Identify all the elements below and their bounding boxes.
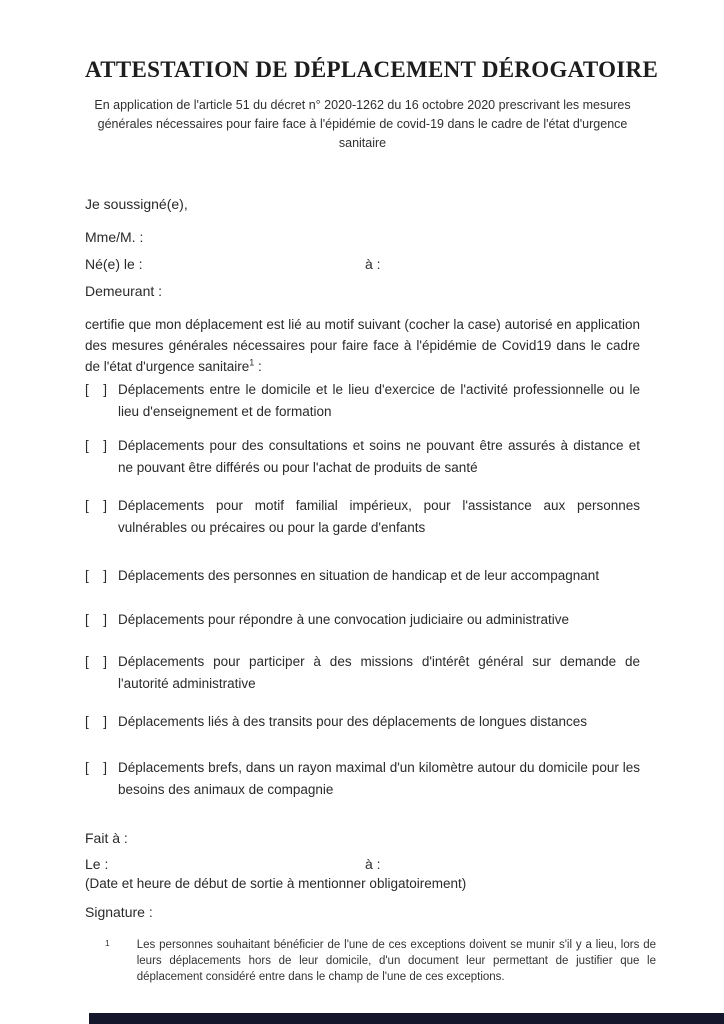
certify-text: certifie que mon déplacement est lié au motif suivant (cocher la case) autorisé en application des mesures générales nécessaires pour faire face à l'épidémie de Covid19 dans le cadre de l'état d'urgence sanitaire bbox=[85, 317, 640, 374]
address-label: Demeurant : bbox=[85, 283, 163, 299]
signature-label: Signature : bbox=[85, 904, 153, 920]
checkbox-convocation[interactable] bbox=[85, 609, 107, 631]
checkbox-health[interactable] bbox=[85, 435, 107, 457]
name-field-row bbox=[85, 226, 640, 248]
reason-label: Déplacements pour participer à des missions d'intérêt général sur demande de l'autorité administrative bbox=[118, 654, 640, 691]
name-label: Mme/M. : bbox=[85, 229, 144, 245]
reason-row-transit bbox=[85, 711, 640, 733]
time-label: à : bbox=[365, 856, 381, 872]
reasons-list bbox=[85, 379, 640, 801]
reason-row-convocation bbox=[85, 609, 640, 631]
checkbox-work[interactable] bbox=[85, 379, 107, 401]
bracket-right: ] bbox=[103, 438, 107, 453]
reason-label: Déplacements pour répondre à une convocation judiciaire ou administrative bbox=[118, 612, 570, 627]
intro-line: Je soussigné(e), bbox=[85, 196, 188, 212]
place-label: Fait à : bbox=[85, 830, 128, 846]
reason-label: Déplacements pour motif familial impérieux, pour l'assistance aux personnes vulnérables ou précaires ou pour la garde d'enfants bbox=[118, 498, 640, 535]
bracket-right: ] bbox=[103, 568, 107, 583]
bracket-right: ] bbox=[103, 760, 107, 775]
bracket-left: [ bbox=[85, 760, 89, 775]
reason-row-work bbox=[85, 379, 640, 423]
bracket-left: [ bbox=[85, 568, 89, 583]
bottom-edge-bar bbox=[89, 1013, 724, 1024]
bracket-left: [ bbox=[85, 498, 89, 513]
document-content bbox=[0, 57, 724, 985]
bracket-left: [ bbox=[85, 714, 89, 729]
bracket-left: [ bbox=[85, 382, 89, 397]
reason-label: Déplacements pour des consultations et soins ne pouvant être assurés à distance et ne pouvant être différés ou pour l'achat de produits de santé bbox=[118, 438, 640, 475]
reason-row-family bbox=[85, 495, 640, 539]
reason-row-animals bbox=[85, 757, 640, 801]
checkbox-mission[interactable] bbox=[85, 651, 107, 673]
reason-label: Déplacements des personnes en situation de handicap et de leur accompagnant bbox=[118, 568, 600, 583]
reason-label: Déplacements liés à des transits pour des déplacements de longues distances bbox=[118, 714, 588, 729]
place-row bbox=[85, 827, 640, 849]
page-title: ATTESTATION DE DÉPLACEMENT DÉROGATOIRE bbox=[85, 57, 659, 82]
reason-row-mission bbox=[85, 651, 640, 695]
birthdate-label: Né(e) le : bbox=[85, 256, 143, 272]
bracket-right: ] bbox=[103, 498, 107, 513]
footnote-marker: 1 bbox=[105, 938, 110, 948]
bracket-right: ] bbox=[103, 654, 107, 669]
date-note: (Date et heure de début de sortie à mentionner obligatoirement) bbox=[85, 876, 467, 891]
birth-field-row bbox=[85, 253, 640, 275]
reason-row-handicap bbox=[85, 565, 640, 587]
checkbox-family[interactable] bbox=[85, 495, 107, 517]
address-field-row bbox=[85, 280, 640, 302]
date-row bbox=[85, 855, 640, 874]
checkbox-transit[interactable] bbox=[85, 711, 107, 733]
bracket-left: [ bbox=[85, 438, 89, 453]
reason-row-health bbox=[85, 435, 640, 479]
bracket-left: [ bbox=[85, 654, 89, 669]
date-label: Le : bbox=[85, 856, 109, 872]
reason-label: Déplacements brefs, dans un rayon maximal d'un kilomètre autour du domicile pour les besoins des animaux de compagnie bbox=[118, 760, 640, 797]
birthplace-label: à : bbox=[365, 256, 381, 272]
bracket-right: ] bbox=[103, 714, 107, 729]
footnote-reference: 1 bbox=[249, 357, 255, 368]
bracket-right: ] bbox=[103, 612, 107, 627]
certify-paragraph bbox=[85, 314, 640, 377]
document-subtitle: En application de l'article 51 du décret n° 2020-1262 du 16 octobre 2020 prescrivant les mesures générales nécessaires pour faire face à l'épidémie de covid-19 dans le cadre de l'état d'urgence sanitaire bbox=[94, 98, 631, 150]
checkbox-animals[interactable] bbox=[85, 757, 107, 779]
footnote bbox=[105, 937, 656, 985]
signature-row bbox=[85, 901, 640, 923]
bracket-left: [ bbox=[85, 612, 89, 627]
certify-suffix: : bbox=[254, 359, 262, 374]
checkbox-handicap[interactable] bbox=[85, 565, 107, 587]
reason-label: Déplacements entre le domicile et le lieu d'exercice de l'activité professionnelle ou le lieu d'enseignement et de formation bbox=[118, 382, 640, 419]
footnote-text: Les personnes souhaitant bénéficier de l'une de ces exceptions doivent se munir s'il y a lieu, lors de leurs déplacements hors de leur domicile, d'un document leur permettant de justifier que le déplacement considéré entre dans le champ de l'une de ces exceptions. bbox=[136, 939, 656, 983]
bracket-right: ] bbox=[103, 382, 107, 397]
